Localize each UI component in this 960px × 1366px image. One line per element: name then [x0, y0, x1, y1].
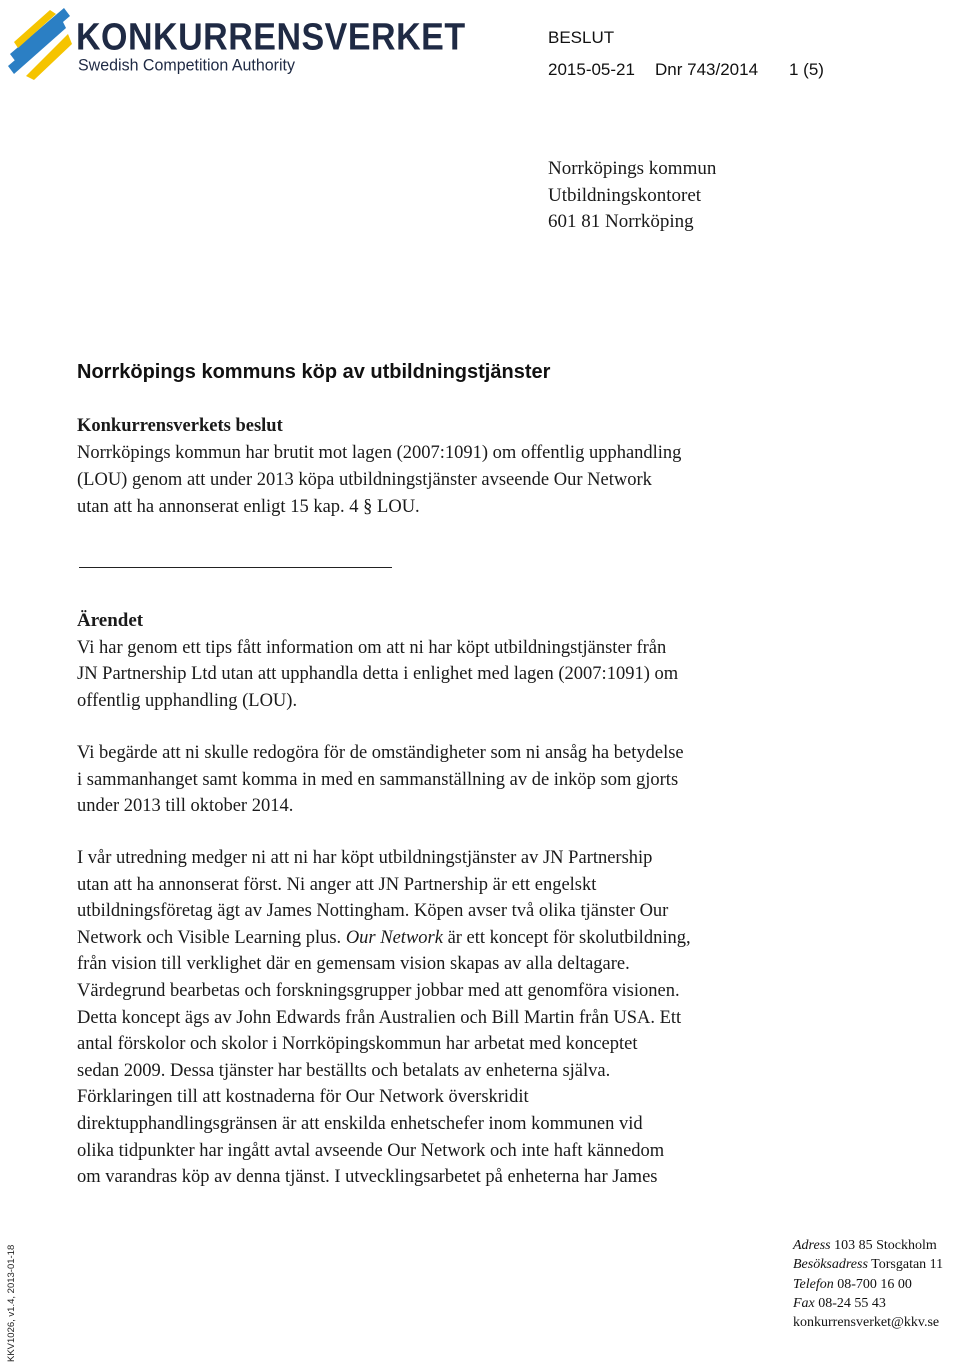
paragraph-line [77, 925, 817, 952]
recipient-line: Norrköpings kommun [548, 158, 717, 179]
logo-wordmark: KONKURRENSVERKET [76, 16, 466, 59]
footer-label: Besöksadress [793, 1257, 868, 1273]
paragraph-line: antal förskolor och skolor i Norrköpingskommun har arbetat med konceptet [77, 1034, 638, 1055]
decision-line: Norrköpings kommun har brutit mot lagen (2007:1091) om offentlig upphandling [77, 443, 682, 463]
footer-email[interactable]: konkurrensverket@kkv.se [793, 1315, 940, 1331]
paragraph-line: JN Partnership Ltd utan att upphandla detta i enlighet med lagen (2007:1091) om [77, 664, 679, 685]
paragraph-line: Vi har genom ett tips fått information om att ni har köpt utbildningstjänster från [77, 637, 667, 658]
footer-label: Telefon [793, 1276, 834, 1292]
page-title: Norrköpings kommuns köp av utbildningstjänster [77, 361, 551, 383]
paragraph-line: under 2013 till oktober 2014. [77, 796, 294, 817]
document-type: BESLUT [548, 28, 615, 47]
paragraph-line: Vi begärde att ni skulle redogöra för de omständigheter som ni ansåg ha betydelse [77, 743, 684, 763]
paragraph-line: offentlig upphandling (LOU). [77, 690, 298, 711]
arendet-heading: Ärendet [77, 610, 144, 631]
paragraph-line: olika tidpunkter har ingått avtal avseende Our Network och inte haft kännedom [77, 1140, 665, 1161]
footer-label: Adress [793, 1238, 831, 1253]
recipient-line: 601 81 Norrköping [548, 211, 694, 232]
paragraph-line: I vår utredning medger ni att ni har köpt utbildningstjänster av JN Partnership [77, 848, 653, 868]
footer-address [793, 1236, 943, 1255]
footer-contact [793, 1236, 943, 1332]
emphasized-term: Our Network [345, 927, 443, 948]
page-number: 1 (5) [789, 60, 824, 79]
paragraph-line: sedan 2009. Dessa tjänster har beställts och betalats av enheterna själva. [77, 1060, 611, 1081]
text-run: Network och Visible Learning plus. [77, 927, 346, 948]
paragraph-line: Värdegrund bearbetas och forskningsgrupper jobbar med att genomföra visionen. [77, 980, 680, 1001]
paragraph-3 [77, 845, 817, 1191]
footer-label: Fax [793, 1295, 815, 1311]
paragraph-line: Förklaringen till att kostnaderna för Our Network överskridit [77, 1087, 529, 1108]
paragraph-2 [77, 740, 817, 820]
recipient-address [548, 156, 716, 236]
logo-emblem-icon [4, 4, 76, 80]
paragraph-line: utbildningsföretag ägt av James Nottingham. Köpen avser två olika tjänster Our [77, 901, 669, 922]
footer-value: Torsgatan 11 [871, 1257, 944, 1273]
arendet-section [77, 608, 817, 714]
paragraph-line: i sammanhanget samt komma in med en sammanställning av de inköp som gjorts [77, 769, 679, 790]
paragraph-line: om varandras köp av denna tjänst. I utvecklingsarbetet på enheterna har James [77, 1167, 658, 1188]
section-divider [79, 567, 392, 568]
document-date: 2015-05-21 [548, 60, 635, 79]
document-dnr: Dnr 743/2014 [655, 60, 759, 79]
decision-section [77, 413, 837, 521]
paragraph-line: utan att ha annonserat först. Ni anger att JN Partnership är ett engelskt [77, 874, 597, 895]
paragraph-line: direktupphandlingsgränsen är att enskilda enhetschefer inom kommunen vid [77, 1113, 643, 1134]
decision-line: utan att ha annonserat enligt 15 kap. 4 § LOU. [77, 497, 420, 517]
footer-fax [793, 1294, 943, 1313]
footer-value: 08-24 55 43 [818, 1295, 886, 1311]
footer-value: 08-700 16 00 [837, 1276, 912, 1292]
paragraph-line: Detta koncept ägs av John Edwards från Australien och Bill Martin från USA. Ett [77, 1007, 682, 1028]
form-code: KKV1026, v1.4, 2013-01-18 [6, 1244, 17, 1362]
footer-visit-address [793, 1255, 943, 1274]
footer-value: 103 85 Stockholm [834, 1238, 937, 1253]
decision-line: (LOU) genom att under 2013 köpa utbildningstjänster avseende Our Network [77, 470, 652, 490]
decision-heading: Konkurrensverkets beslut [77, 416, 283, 436]
text-run: är ett koncept för skolutbildning, [442, 927, 691, 948]
logo-subtitle: Swedish Competition Authority [78, 57, 295, 75]
paragraph-line: från vision till verklighet där en gemensam vision skapas av alla deltagare. [77, 954, 630, 975]
footer-phone [793, 1275, 943, 1294]
recipient-line: Utbildningskontoret [548, 184, 702, 206]
